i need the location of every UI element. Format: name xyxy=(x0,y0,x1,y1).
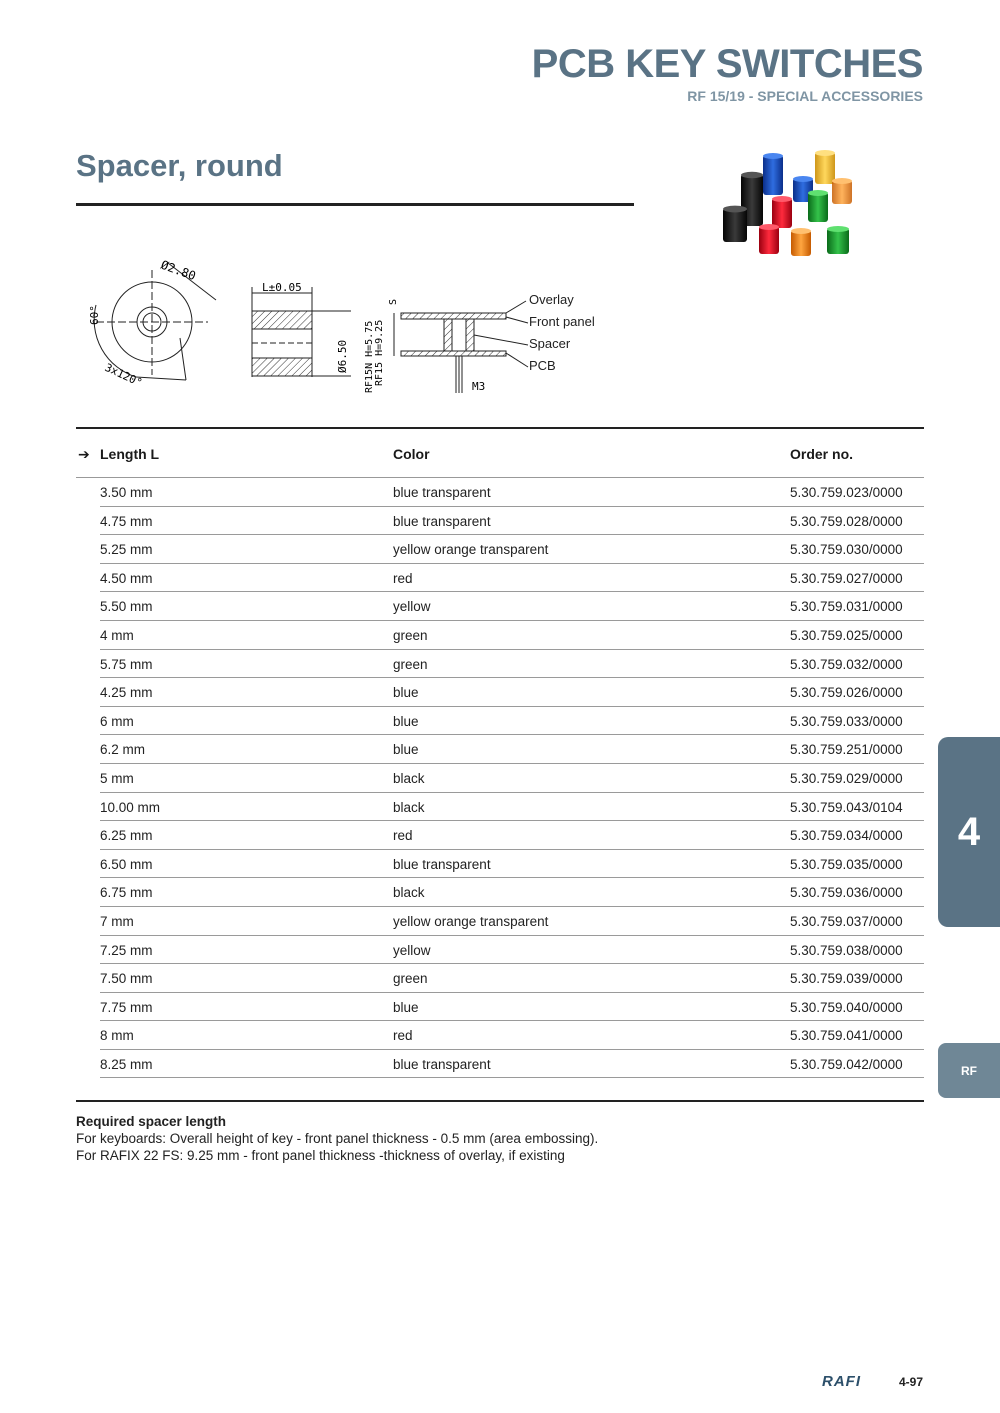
callout-pcb: PCB xyxy=(529,358,556,373)
cell-order-no: 5.30.759.029/0000 xyxy=(790,770,903,786)
table-row xyxy=(100,793,924,822)
cell-length: 5.25 mm xyxy=(100,542,153,558)
cell-color: yellow xyxy=(393,599,431,615)
cell-length: 6.50 mm xyxy=(100,856,153,872)
cell-length: 4 mm xyxy=(100,627,134,643)
section-title: Spacer, round xyxy=(76,148,283,183)
cell-order-no: 5.30.759.030/0000 xyxy=(790,542,903,558)
cell-length: 7.50 mm xyxy=(100,971,153,987)
dim-rf15n-label: RF15N H=5.75 xyxy=(364,320,375,393)
note-line-rafix: For RAFIX 22 FS: 9.25 mm - front panel thickness -thickness of overlay, if existing xyxy=(76,1148,565,1163)
cell-order-no: 5.30.759.040/0000 xyxy=(790,999,903,1015)
dim-pattern-label: 3x120° xyxy=(102,360,145,390)
cell-order-no: 5.30.759.036/0000 xyxy=(790,885,903,901)
series-tab-rf[interactable]: RF xyxy=(938,1043,1000,1098)
rafi-logo: RAFI xyxy=(822,1373,861,1390)
table-row xyxy=(100,1021,924,1050)
cell-length: 10.00 mm xyxy=(100,799,161,815)
note-title: Required spacer length xyxy=(76,1114,227,1129)
cell-color: yellow orange transparent xyxy=(393,542,549,558)
table-top-rule xyxy=(76,427,924,429)
cell-order-no: 5.30.759.027/0000 xyxy=(790,570,903,586)
table-header xyxy=(76,430,924,478)
note-line-keyboards: For keyboards: Overall height of key - front panel thickness - 0.5 mm (area embossing). xyxy=(76,1131,599,1146)
cell-order-no: 5.30.759.026/0000 xyxy=(790,685,903,701)
chapter-tab[interactable]: 4 xyxy=(938,737,1000,927)
table-row xyxy=(100,707,924,736)
page-header-title: PCB KEY SWITCHES xyxy=(531,42,923,86)
table-row xyxy=(100,964,924,993)
cell-order-no: 5.30.759.038/0000 xyxy=(790,942,903,958)
cell-length: 8.25 mm xyxy=(100,1056,153,1072)
dim-length-label: L±0.05 xyxy=(262,281,302,294)
cell-order-no: 5.30.759.039/0000 xyxy=(790,971,903,987)
header-order-no: Order no. xyxy=(790,446,854,462)
dim-s-label: S xyxy=(388,298,399,305)
cell-length: 6.25 mm xyxy=(100,828,153,844)
arrow-right-icon: ➔ xyxy=(78,446,90,462)
cell-order-no: 5.30.759.041/0000 xyxy=(790,1028,903,1044)
table-row xyxy=(100,621,924,650)
cell-length: 4.25 mm xyxy=(100,685,153,701)
table-row xyxy=(100,850,924,879)
cell-order-no: 5.30.759.032/0000 xyxy=(790,656,903,672)
cell-length: 4.75 mm xyxy=(100,513,153,529)
cell-order-no: 5.30.759.035/0000 xyxy=(790,856,903,872)
cell-length: 6.75 mm xyxy=(100,885,153,901)
technical-drawing xyxy=(76,245,606,405)
cell-order-no: 5.30.759.037/0000 xyxy=(790,913,903,929)
callout-overlay: Overlay xyxy=(529,292,574,307)
cell-order-no: 5.30.759.251/0000 xyxy=(790,742,903,758)
dim-diameter-label: Ø6.50 xyxy=(336,339,349,373)
cell-length: 7.25 mm xyxy=(100,942,153,958)
cell-order-no: 5.30.759.028/0000 xyxy=(790,513,903,529)
cell-length: 3.50 mm xyxy=(100,485,153,500)
table-row xyxy=(100,478,924,507)
table-row xyxy=(100,764,924,793)
table-row xyxy=(100,507,924,536)
dim-angle-label: 60° xyxy=(88,305,101,325)
table-row xyxy=(100,993,924,1022)
page-header-subtitle: RF 15/19 - SPECIAL ACCESSORIES xyxy=(687,88,923,104)
cell-color: black xyxy=(393,799,425,815)
cell-color: blue xyxy=(393,713,419,729)
cell-length: 5.50 mm xyxy=(100,599,153,615)
cell-color: black xyxy=(393,885,425,901)
cell-color: blue xyxy=(393,999,419,1015)
cell-length: 6 mm xyxy=(100,713,134,729)
cell-color: red xyxy=(393,1028,413,1044)
cell-color: black xyxy=(393,770,425,786)
cell-order-no: 5.30.759.043/0104 xyxy=(790,799,903,815)
cell-order-no: 5.30.759.031/0000 xyxy=(790,599,903,615)
callout-front-panel: Front panel xyxy=(529,314,595,329)
spacer-length-note xyxy=(76,1113,598,1164)
header-color: Color xyxy=(393,446,430,462)
cell-color: yellow xyxy=(393,942,431,958)
cell-color: blue xyxy=(393,742,419,758)
cell-length: 7 mm xyxy=(100,913,134,929)
cell-length: 8 mm xyxy=(100,1028,134,1044)
table-row xyxy=(100,878,924,907)
cell-length: 5.75 mm xyxy=(100,656,153,672)
table-row xyxy=(100,1050,924,1079)
cell-length: 4.50 mm xyxy=(100,570,153,586)
table-row xyxy=(100,936,924,965)
cell-length: 6.2 mm xyxy=(100,742,146,758)
cell-order-no: 5.30.759.042/0000 xyxy=(790,1056,903,1072)
table-row xyxy=(100,907,924,936)
cell-color: blue xyxy=(393,685,419,701)
cell-color: blue transparent xyxy=(393,513,491,529)
cell-length: 5 mm xyxy=(100,770,134,786)
cell-length: 7.75 mm xyxy=(100,999,153,1015)
table-row xyxy=(100,564,924,593)
cell-order-no: 5.30.759.023/0000 xyxy=(790,485,903,500)
header-length: Length L xyxy=(100,446,160,462)
table-row xyxy=(100,535,924,564)
page-number: 4-97 xyxy=(899,1375,924,1389)
spacers-photo xyxy=(715,140,865,270)
section-title-rule xyxy=(76,203,634,206)
cell-order-no: 5.30.759.034/0000 xyxy=(790,828,903,844)
table-bottom-rule xyxy=(76,1100,924,1102)
table-row xyxy=(100,735,924,764)
cell-order-no: 5.30.759.025/0000 xyxy=(790,627,903,643)
cell-color: red xyxy=(393,570,413,586)
drawing-callouts xyxy=(529,291,595,379)
table-body xyxy=(100,478,924,1078)
dim-rf15-label: RF15 H=9.25 xyxy=(374,319,385,386)
cell-color: blue transparent xyxy=(393,1056,491,1072)
cell-color: blue transparent xyxy=(393,856,491,872)
dim-m3-label: M3 xyxy=(472,380,486,393)
table-row xyxy=(100,592,924,621)
cell-color: red xyxy=(393,828,413,844)
cell-order-no: 5.30.759.033/0000 xyxy=(790,713,903,729)
cell-color: green xyxy=(393,656,428,672)
table-row xyxy=(100,650,924,679)
dim-hole-label: Ø2.80 xyxy=(158,257,198,284)
cell-color: green xyxy=(393,627,428,643)
cell-color: blue transparent xyxy=(393,485,491,500)
table-row xyxy=(100,821,924,850)
cell-color: green xyxy=(393,971,428,987)
callout-spacer: Spacer xyxy=(529,336,571,351)
table-row xyxy=(100,678,924,707)
cell-color: yellow orange transparent xyxy=(393,913,549,929)
